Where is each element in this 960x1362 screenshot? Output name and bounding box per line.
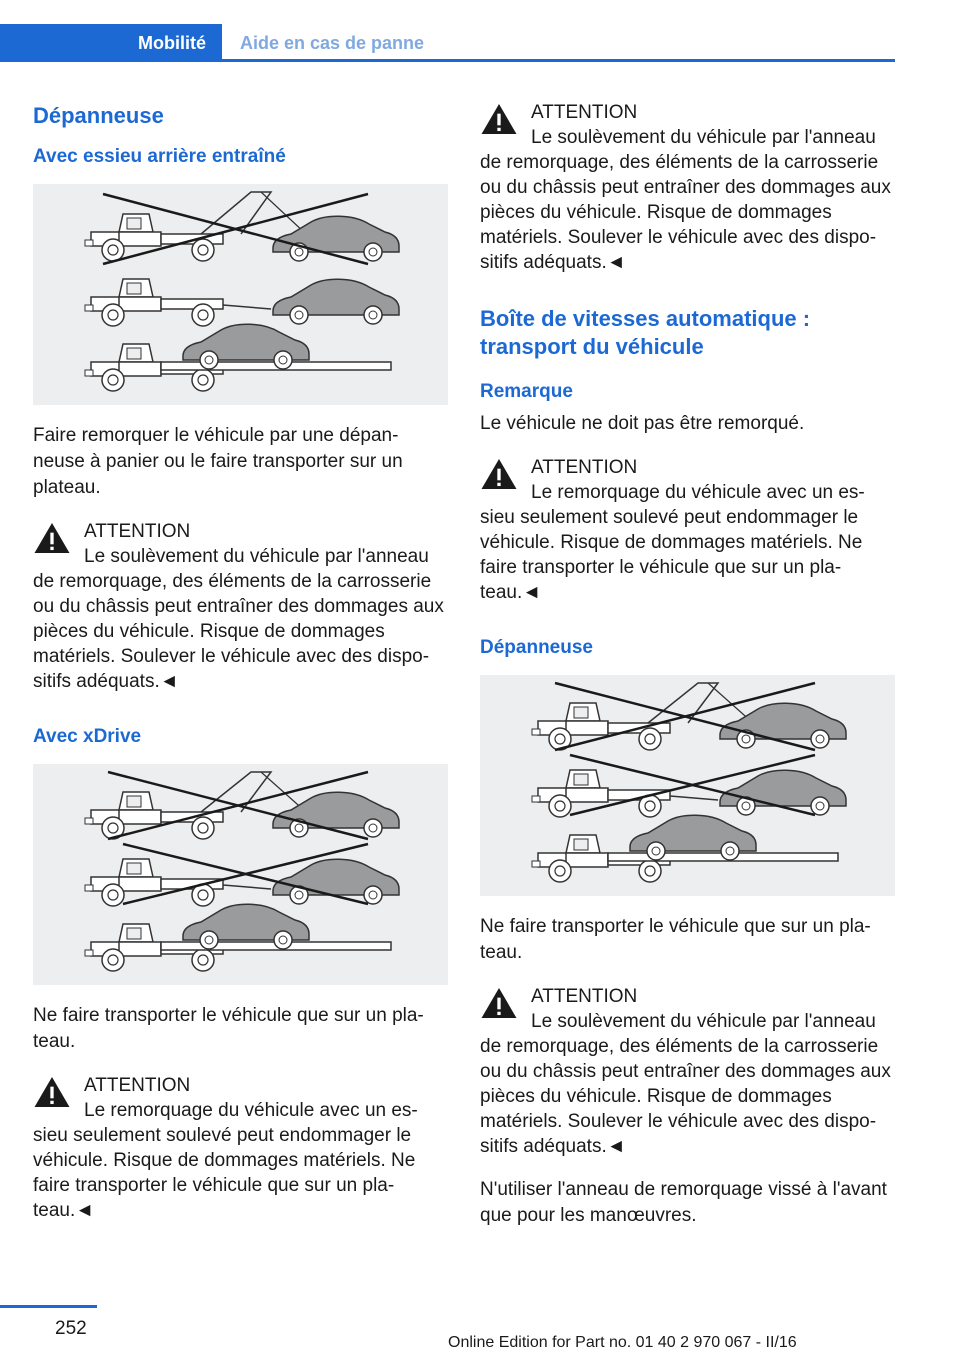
paragraph-final: N'utiliser l'anneau de remorquage vissé à l'avant que pour les manœuvres. [480, 1179, 887, 1226]
section-title-transport: Boîte de vitesses automatique : transport du véhicule [480, 306, 811, 359]
warning-text-first-line: Le soulèvement du véhicule par l'anneau [531, 1011, 876, 1032]
warning-text: de remorquage, des éléments de la carrosserie ou du châssis peut entraîner des dommages aux pièces du véhicule. Risque de dommages matériels. Soulever le véhicule avec des dispo-sitifs adéquats.◄ [33, 571, 444, 692]
warning-title: ATTENTION [531, 102, 638, 123]
page-number: 252 [55, 1318, 87, 1339]
warning-text: de remorquage, des éléments de la carrosserie ou du châssis peut entraîner des dommages aux pièces du véhicule. Risque de dommages matériels. Soulever le véhicule avec des dispo-sitifs adéquats.◄ [480, 1036, 891, 1157]
header-rule [0, 59, 895, 62]
towing-figure-automatic [480, 675, 895, 896]
warning-title: ATTENTION [84, 1075, 191, 1096]
section-title-depanneuse: Dépanneuse [33, 103, 164, 128]
warning-block-1 [33, 519, 448, 694]
edition-info: Online Edition for Part no. 01 40 2 970 067 - II/16 [448, 1334, 797, 1351]
warning-block-4 [480, 455, 895, 605]
paragraph-xdrive: Ne faire transporter le véhicule que sur un pla-teau. [33, 1005, 424, 1052]
paragraph-remarque: Le véhicule ne doit pas être remorqué. [480, 413, 805, 434]
warning-title: ATTENTION [84, 521, 191, 542]
warning-triangle-icon [480, 102, 518, 136]
paragraph-flatbed-only: Ne faire transporter le véhicule que sur un pla-teau. [480, 916, 871, 963]
warning-block-5 [480, 984, 895, 1159]
header-tab-bar [0, 24, 895, 62]
warning-text: de remorquage, des éléments de la carrosserie ou du châssis peut entraîner des dommages aux pièces du véhicule. Risque de dommages matériels. Soulever le véhicule avec des dispo-sitifs adéquats.◄ [480, 152, 891, 273]
footer-rule [0, 1305, 97, 1308]
tab-aide-en-cas-de-panne[interactable]: Aide en cas de panne [240, 33, 425, 53]
towing-figure-xdrive [33, 764, 448, 985]
subsection-essieu-arriere: Avec essieu arrière entraîné [33, 146, 286, 167]
warning-title: ATTENTION [531, 986, 638, 1007]
warning-text-first-line: Le soulèvement du véhicule par l'anneau [84, 546, 429, 567]
paragraph-towing-rear-axle: Faire remorquer le véhicule par une dépan-neuse à panier ou le faire transporter sur un plateau. [33, 425, 403, 498]
subsection-remarque: Remarque [480, 381, 573, 402]
left-column [33, 100, 448, 1245]
warning-block-2 [33, 1073, 448, 1223]
warning-text: sieu seulement soulevé peut endommager le véhicule. Risque de dommages matériels. Ne faire transporter le véhicule que sur un pla-teau.◄ [33, 1125, 416, 1221]
warning-triangle-icon [480, 986, 518, 1020]
warning-block-3 [480, 100, 895, 275]
warning-text: sieu seulement soulevé peut endommager le véhicule. Risque de dommages matériels. Ne faire transporter le véhicule que sur un pla-teau.◄ [480, 507, 863, 603]
towing-figure-rear-axle [33, 184, 448, 405]
warning-triangle-icon [33, 521, 71, 555]
right-column [480, 100, 895, 1247]
warning-text-first-line: Le remorquage du véhicule avec un es- [84, 1100, 418, 1121]
subsection-xdrive: Avec xDrive [33, 726, 142, 747]
tab-mobilite[interactable]: Mobilité [0, 24, 222, 62]
warning-triangle-icon [33, 1075, 71, 1109]
warning-triangle-icon [480, 457, 518, 491]
warning-title: ATTENTION [531, 457, 638, 478]
subsection-depanneuse: Dépanneuse [480, 637, 593, 658]
warning-text-first-line: Le remorquage du véhicule avec un es- [531, 482, 865, 503]
warning-text-first-line: Le soulèvement du véhicule par l'anneau [531, 127, 876, 148]
